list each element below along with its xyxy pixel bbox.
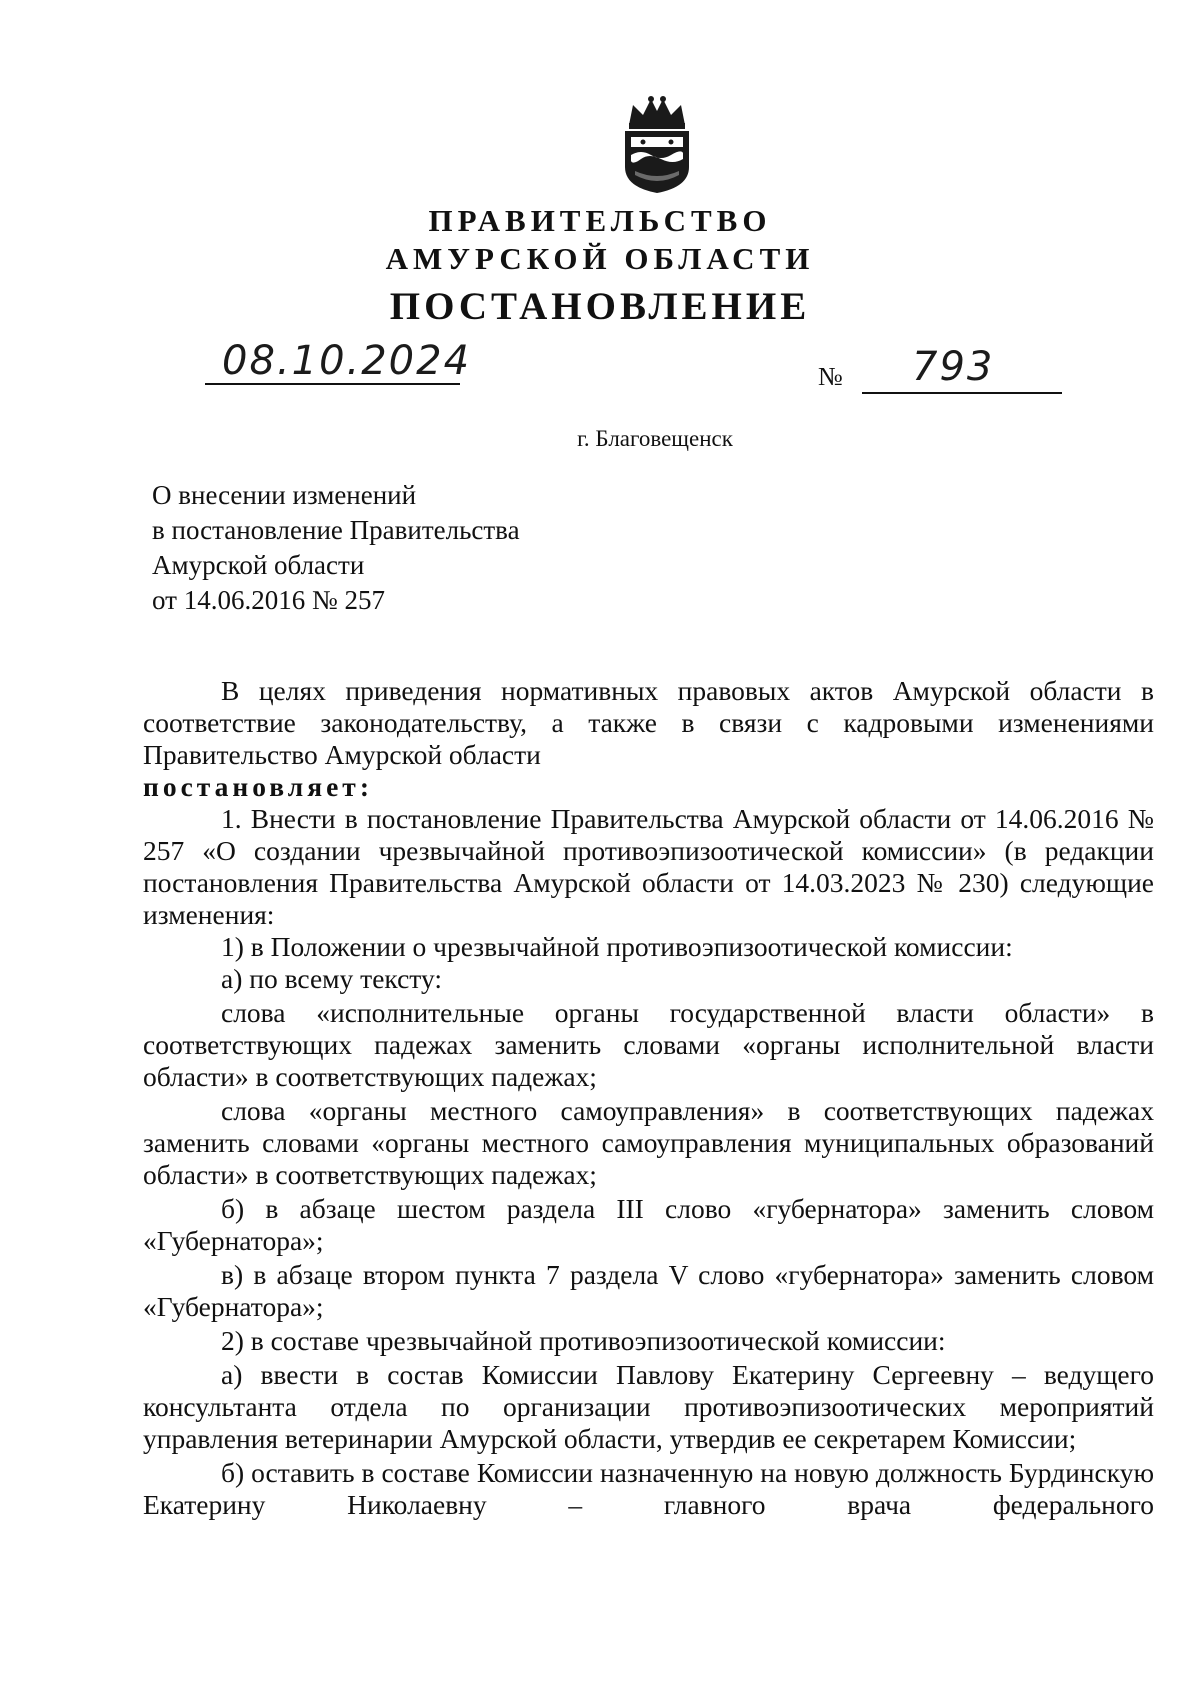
region-title: АМУРСКОЙ ОБЛАСТИ	[385, 241, 815, 276]
item-paragraph: б) оставить в составе Комиссии назначенную на новую должность Бурдинскую Екатерину Николаевну – главного врача федерального	[143, 1457, 1154, 1520]
coat-of-arms-icon	[615, 95, 700, 195]
item-paragraph: 2) в составе чрезвычайной противоэпизоотической комиссии:	[221, 1325, 946, 1356]
item-paragraph: а) ввести в состав Комиссии Павлову Екатерину Сергеевну – ведущего консультанта отдела по организации противоэпизоотических мероприятий управления ветеринарии Амурской области, утвердив ее секретарем Комиссии;	[143, 1359, 1154, 1454]
item-paragraph: слова «органы местного самоуправления» в соответствующих падежах заменить словами «органы местного самоуправления муниципальных образований области» в соответствующих падежах;	[143, 1095, 1154, 1190]
subject-line: от 14.06.2016 № 257	[152, 585, 385, 615]
document-date: 08.10.2024	[222, 338, 472, 384]
subject-line: О внесении изменений	[152, 480, 417, 510]
subject-line: Амурской области	[152, 550, 365, 580]
document-number: 793	[912, 344, 995, 390]
number-sign: №	[818, 362, 843, 391]
item-paragraph: а) по всему тексту:	[221, 963, 442, 994]
city: г. Благовещенск	[577, 426, 733, 451]
government-title: ПРАВИТЕЛЬСТВО	[428, 203, 772, 238]
subject-line: в постановление Правительства	[152, 515, 520, 545]
number-underline	[862, 392, 1062, 394]
item-paragraph: 1) в Положении о чрезвычайной противоэпизоотической комиссии:	[221, 931, 1013, 962]
subject-block	[152, 478, 520, 618]
item-paragraph: б) в абзаце шестом раздела III слово «губернатора» заменить словом «Губернатора»;	[143, 1193, 1154, 1256]
item-paragraph: 1. Внести в постановление Правительства Амурской области от 14.06.2016 № 257 «О создании чрезвычайной противоэпизоотической комиссии» (в редакции постановления Правительства Амурской области от 14.03.2023 № 230) следующие изменения:	[143, 803, 1154, 930]
document-type: ПОСТАНОВЛЕНИЕ	[389, 285, 811, 328]
resolve-word: постановляет:	[143, 771, 373, 802]
intro-paragraph: В целях приведения нормативных правовых актов Амурской области в соответствие законодательству, а также в связи с кадровыми изменениями Правительство Амурской области	[143, 675, 1154, 770]
date-underline	[205, 383, 460, 385]
document-body	[143, 675, 1154, 1521]
item-paragraph: в) в абзаце втором пункта 7 раздела V слово «губернатора» заменить словом «Губернатора»;	[143, 1259, 1154, 1322]
item-paragraph: слова «исполнительные органы государственной власти области» в соответствующих падежах заменить словами «органы исполнительной власти области» в соответствующих падежах;	[143, 997, 1154, 1092]
